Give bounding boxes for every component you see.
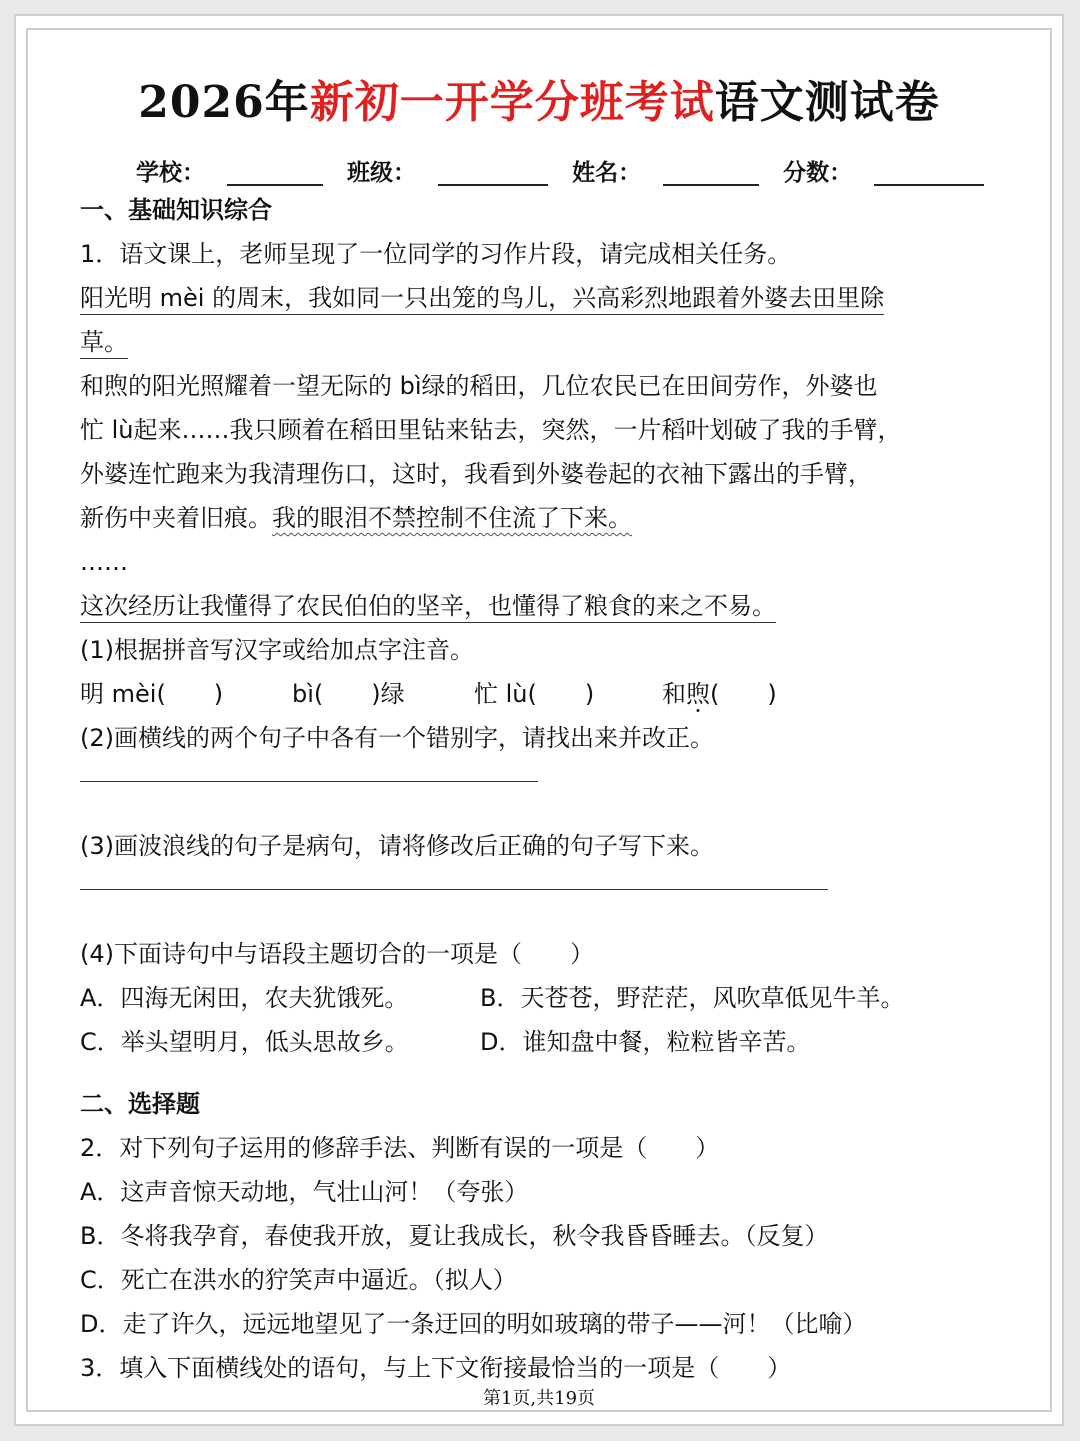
section-2-heading: 二、选择题 [80, 1090, 200, 1118]
name-blank[interactable] [663, 158, 759, 186]
school-label: 学校： [136, 159, 205, 186]
title-highlight: 新初一开学分班考试 [309, 77, 715, 128]
answer-line-2[interactable] [80, 780, 538, 782]
passage-ellipsis: …… [80, 548, 128, 576]
passage-line-5: 外婆连忙跑来为我清理伤口，这时，我看到外婆卷起的衣袖下露出的手臂， [80, 460, 872, 488]
exam-content [80, 188, 1030, 1390]
char-he: 和 [662, 680, 686, 708]
q2-option-d[interactable]: D．走了许久，远远地望见了一条迂回的明如玻璃的带子——河！（比喻） [80, 1310, 867, 1338]
question-3-stem: 3．填入下面横线处的语句，与上下文衔接最恰当的一项是（ ） [80, 1354, 792, 1382]
question-2-stem: 2．对下列句子运用的修辞手法、判断有误的一项是（ ） [80, 1134, 720, 1162]
sub-question-4: (4)下面诗句中与语段主题切合的一项是（ ） [80, 940, 594, 968]
pinyin-item-lu[interactable]: 忙 lù( ) [474, 680, 595, 708]
sub-question-2: (2)画横线的两个句子中各有一个错别字，请找出来并改正。 [80, 724, 714, 752]
option-c[interactable]: C．举头望明月，低头思故乡。 [80, 1028, 409, 1056]
passage-line-8: 这次经历让我懂得了农民伯伯的坚辛，也懂得了粮食的来之不易。 [80, 592, 776, 623]
score-blank[interactable] [874, 158, 984, 186]
name-label: 姓名： [572, 159, 642, 186]
wavy-sentence: 我的眼泪不禁控制不住流了下来。 [272, 504, 632, 532]
title-year: 2026年 [138, 77, 310, 128]
q2-option-b[interactable]: B．冬将我孕育，春使我开放，夏让我成长，秋令我昏昏睡去。（反复） [80, 1222, 829, 1250]
class-blank[interactable] [438, 158, 548, 186]
question-1-stem: 1．语文课上，老师呈现了一位同学的习作片段，请完成相关任务。 [80, 240, 792, 268]
answer-line-3[interactable] [80, 888, 828, 890]
page-number: 第1页,共19页 [482, 1388, 596, 1409]
class-label: 班级： [347, 159, 417, 186]
school-blank[interactable] [227, 158, 323, 186]
passage-line-1: 阳光明 mèi 的周末，我如同一只出笼的鸟儿，兴高彩烈地跟着外婆去田里除 [80, 284, 884, 315]
section-1-heading: 一、基础知识综合 [80, 196, 272, 224]
pinyin-row [80, 672, 1030, 716]
q2-option-a[interactable]: A．这声音惊天动地，气壮山河！（夸张） [80, 1178, 529, 1206]
title-subject: 语文测试卷 [714, 77, 940, 128]
option-a[interactable]: A．四海无闲田，农夫犹饿死。 [80, 984, 409, 1012]
option-row-ab [80, 976, 1030, 1020]
sub-question-3: (3)画波浪线的句子是病句，请将修改后正确的句子写下来。 [80, 832, 714, 860]
passage-line-2: 草。 [80, 328, 128, 359]
pinyin-item-mei[interactable]: 明 mèi( ) [80, 680, 224, 708]
passage-line-3: 和煦的阳光照耀着一望无际的 bì绿的稻田，几位农民已在田间劳作，外婆也 [80, 372, 878, 400]
dotted-char-xu: 煦 [686, 672, 710, 716]
pinyin-item-xu[interactable] [662, 672, 777, 716]
page-title [16, 66, 1062, 130]
q2-option-c[interactable]: C．死亡在洪水的狞笑声中逼近。（拟人） [80, 1266, 517, 1294]
exam-sheet [14, 14, 1064, 1426]
char-paren: ( ) [710, 680, 777, 708]
option-row-cd [80, 1020, 1030, 1064]
score-label: 分数： [783, 159, 853, 186]
passage-line-6: 新伤中夹着旧痕。 [80, 504, 272, 532]
pinyin-item-bi[interactable]: bì( )绿 [292, 680, 405, 708]
passage-line-4: 忙 lù起来……我只顾着在稻田里钻来钻去，突然，一片稻叶划破了我的手臂， [80, 416, 902, 444]
sub-question-1: (1)根据拼音写汉字或给加点字注音。 [80, 636, 474, 664]
student-info-row [136, 154, 984, 187]
option-d[interactable]: D．谁知盘中餐，粒粒皆辛苦。 [480, 1028, 811, 1056]
option-b[interactable]: B．天苍苍，野茫茫，风吹草低见牛羊。 [480, 984, 905, 1012]
